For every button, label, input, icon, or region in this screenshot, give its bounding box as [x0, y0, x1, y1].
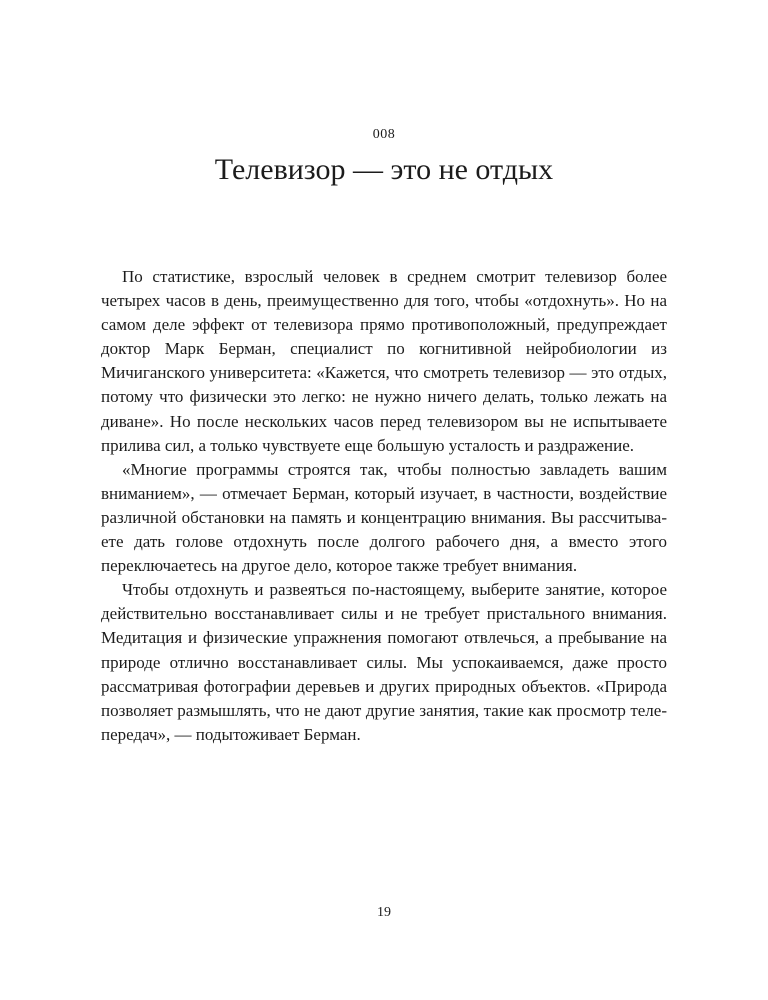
- chapter-number: 008: [372, 127, 396, 142]
- body-text: [101, 265, 667, 747]
- paragraph: По статистике, взрослый человек в среднем смотрит телевизор более четырех часов в день, преимущественно для того, чтобы «отдохнуть». Но на самом деле эффект от телевизора прямо противоположный, предупреждает доктор Марк Берман, специалист по когнитивной нейробиологии из Мичиганского университета: «Кажется, что смотреть телевизор — это отдых, потому что физически это легко: не нужно ничего делать, только лежать на диване». Но после нескольких часов перед телевизором вы не испытываете прилива сил, а только чувствуете еще большую усталость и раздражение.: [101, 267, 667, 455]
- paragraph: «Многие программы строятся так, чтобы полностью завладеть вашим вниманием», — отмечает Берман, который изучает, в частности, воздействие различной обстановки на память и концентрацию внимания. Вы рассчитываете дать голове отдохнуть после долгого рабочего дня, а вместо этого переключаетесь на другое дело, которое также требует внимания.: [101, 459, 667, 576]
- paragraph: Чтобы отдохнуть и развеяться по-настоящему, выберите занятие, которое действительно восстанавливает силы и не требует пристального внимания. Медитация и физические упражнения помогают отвлечься, а пребывание на природе отлично восстанавливает силы. Мы успокаиваемся, даже просто рассматривая фотографии деревьев и других природных объектов. «Природа позволяет размышлять, что не дают другие занятия, такие как просмотр телепередач», — подытоживает Берман.: [101, 580, 667, 744]
- page-number: 19: [377, 905, 391, 920]
- chapter-title: Телевизор — это не отдых: [214, 153, 554, 186]
